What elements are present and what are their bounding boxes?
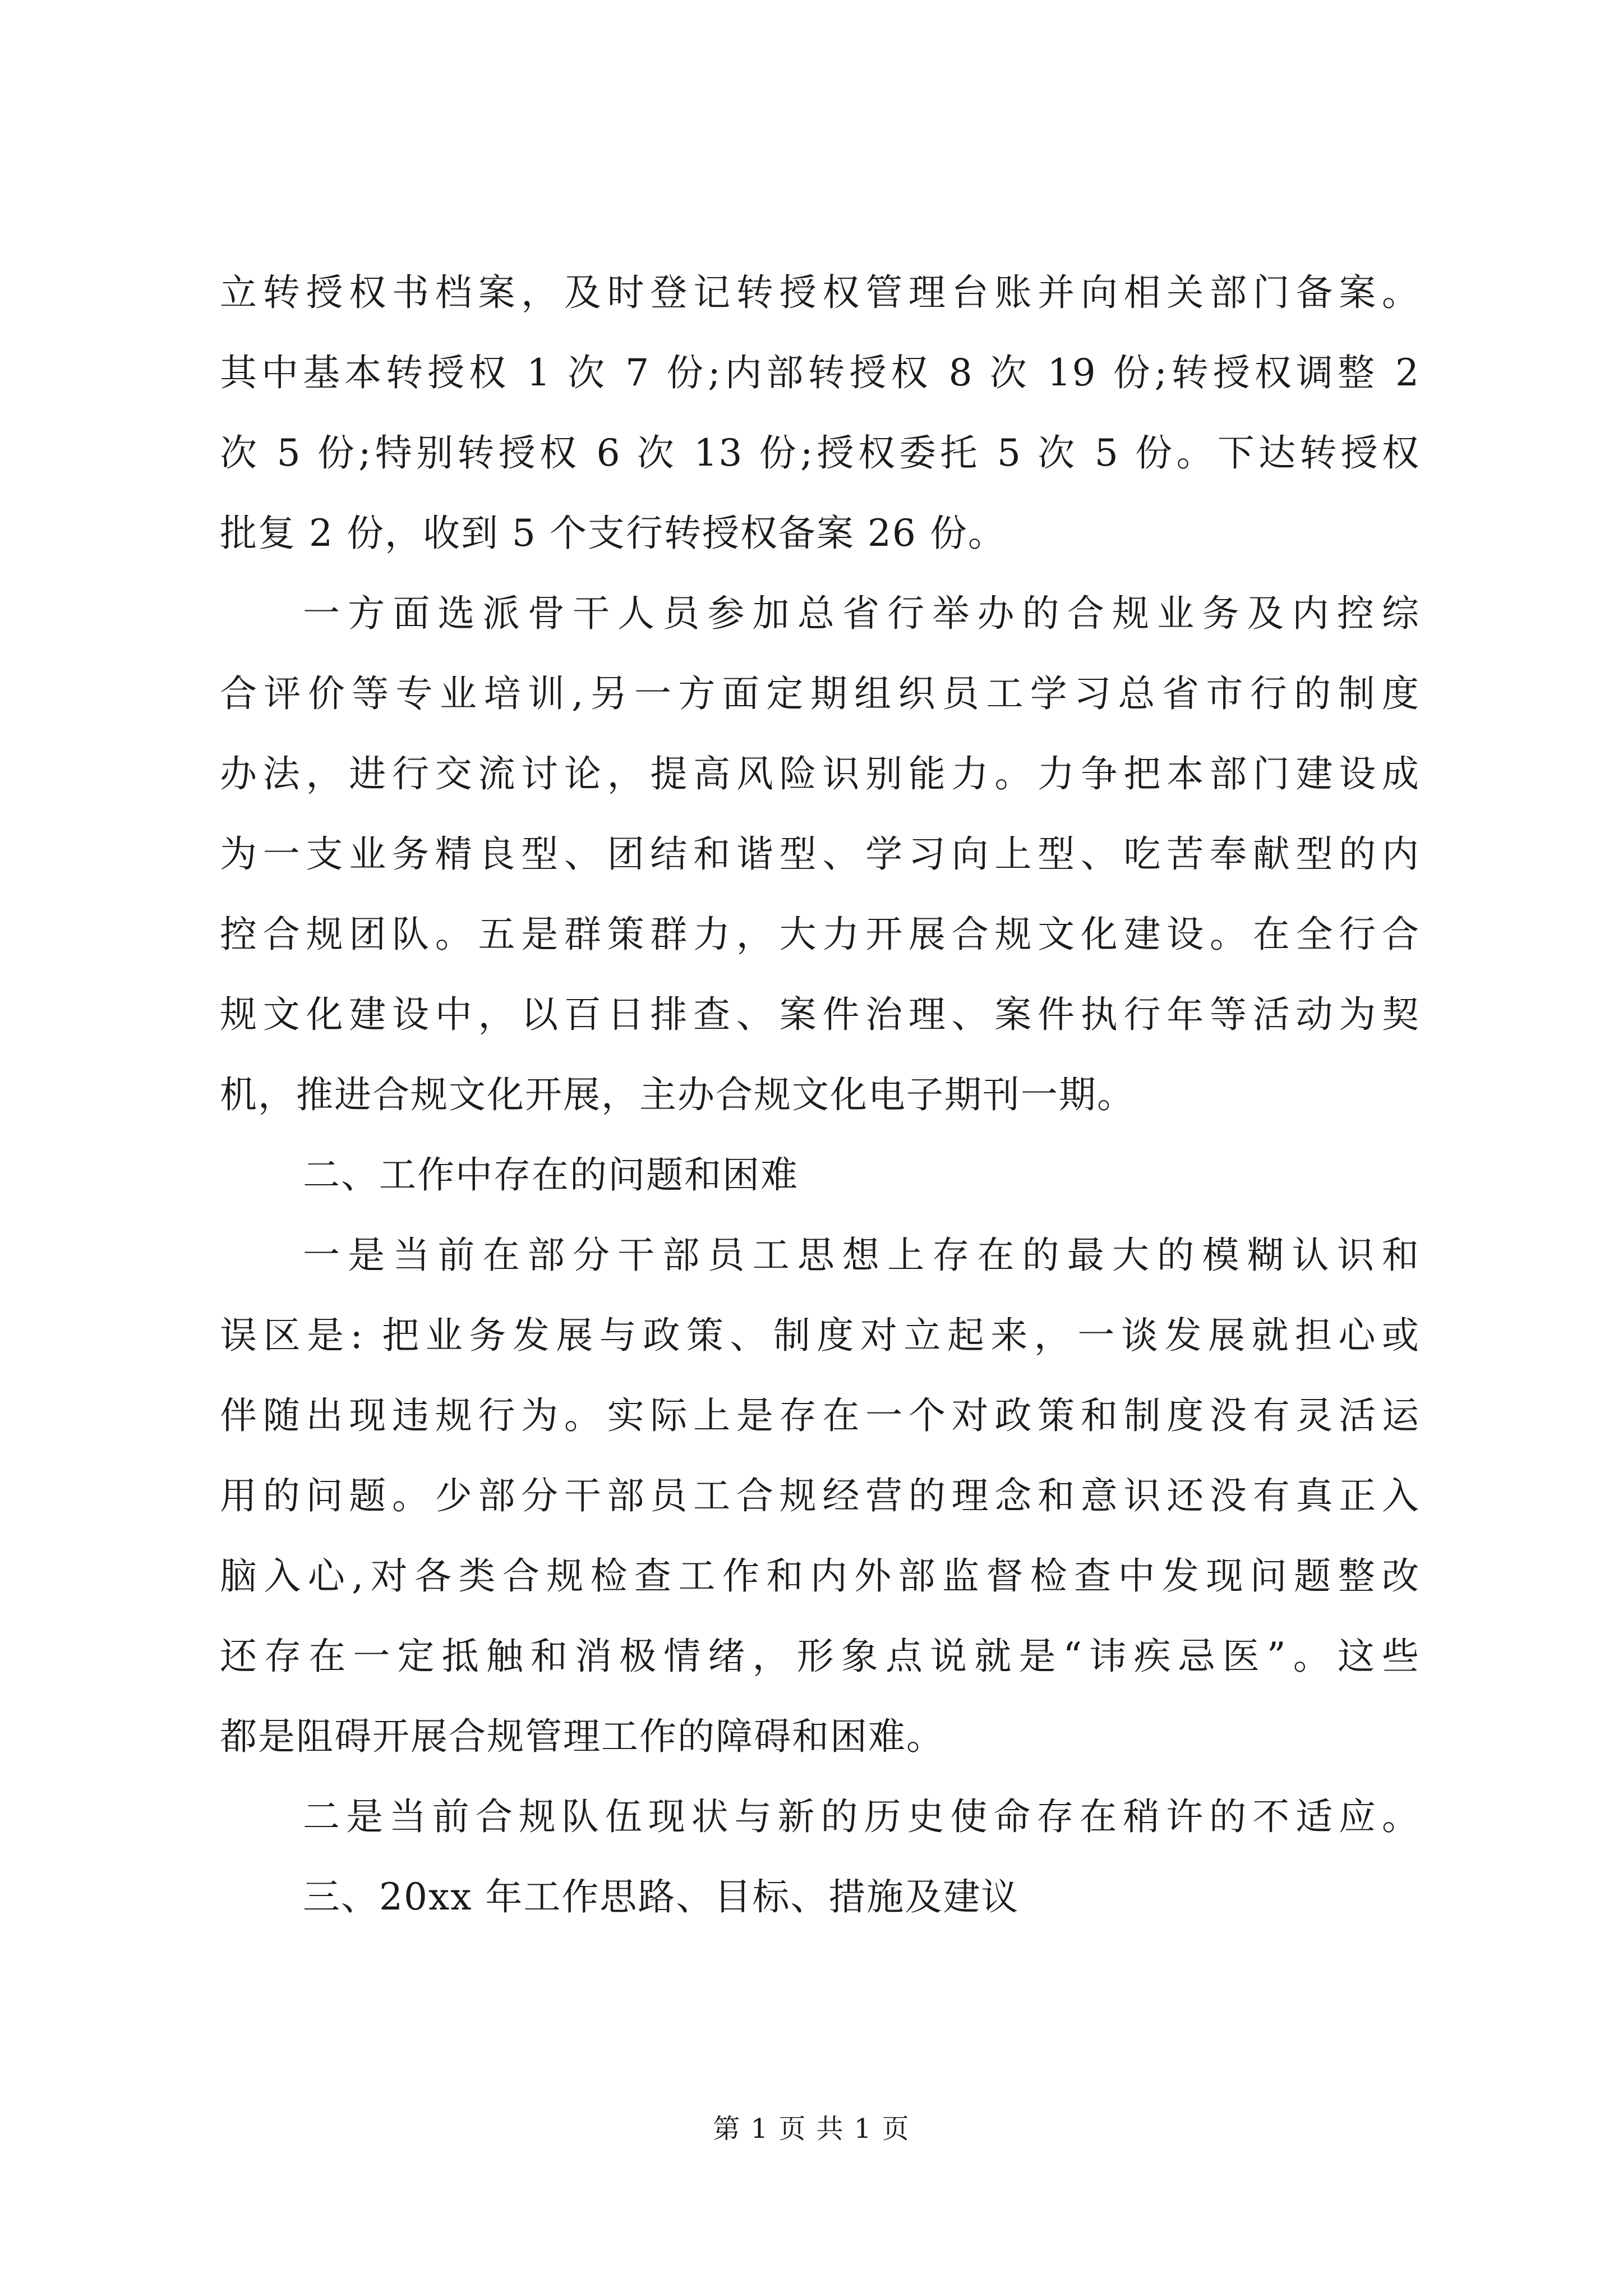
text-line: 伴随出现违规行为。实际上是存在一个对政策和制度没有灵活运 [220,1394,1420,1437]
text-line: 控合规团队。五是群策群力，大力开展合规文化建设。在全行合 [220,913,1420,956]
text-line: 还存在一定抵触和消极情绪，形象点说就是“讳疾忌医”。这些 [220,1635,1420,1678]
section-heading: 三、20xx 年工作思路、目标、措施及建议 [303,1875,1020,1918]
text-line: 为一支业务精良型、团结和谐型、学习向上型、吃苦奉献型的内 [220,832,1420,876]
text-line: 办法，进行交流讨论，提高风险识别能力。力争把本部门建设成 [220,752,1420,795]
text-line: 机，推进合规文化开展，主办合规文化电子期刊一期。 [220,1073,1135,1116]
section-heading: 二、工作中存在的问题和困难 [303,1153,799,1197]
paragraph-start-line: 一方面选派骨干人员参加总省行举办的合规业务及内控综 [303,592,1420,635]
text-line: 规文化建设中，以百日排查、案件治理、案件执行年等活动为契 [220,993,1420,1036]
paragraph-start-line: 一是当前在部分干部员工思想上存在的最大的模糊认识和 [303,1234,1420,1277]
paragraph-start-line: 二是当前合规队伍现状与新的历史使命存在稍许的不适应。 [303,1795,1420,1838]
text-line: 误区是: 把业务发展与政策、制度对立起来，一谈发展就担心或 [220,1314,1420,1357]
text-line: 都是阻碍开展合规管理工作的障碍和困难。 [220,1715,944,1758]
text-line: 其中基本转授权 1 次 7 份;内部转授权 8 次 19 份;转授权调整 2 [220,351,1420,394]
text-line: 用的问题。少部分干部员工合规经营的理念和意识还没有真正入 [220,1474,1420,1517]
page-number-footer: 第 1 页 共 1 页 [713,2113,910,2145]
text-line: 次 5 份;特别转授权 6 次 13 份;授权委托 5 次 5 份。下达转授权 [220,431,1420,475]
document-body [220,252,1420,1937]
text-line: 脑入心,对各类合规检查工作和内外部监督检查中发现问题整改 [220,1554,1420,1598]
text-line: 立转授权书档案，及时登记转授权管理台账并向相关部门备案。 [220,271,1420,314]
text-line: 合评价等专业培训,另一方面定期组织员工学习总省市行的制度 [220,672,1420,715]
text-line: 批复 2 份，收到 5 个支行转授权备案 26 份。 [220,512,1006,555]
